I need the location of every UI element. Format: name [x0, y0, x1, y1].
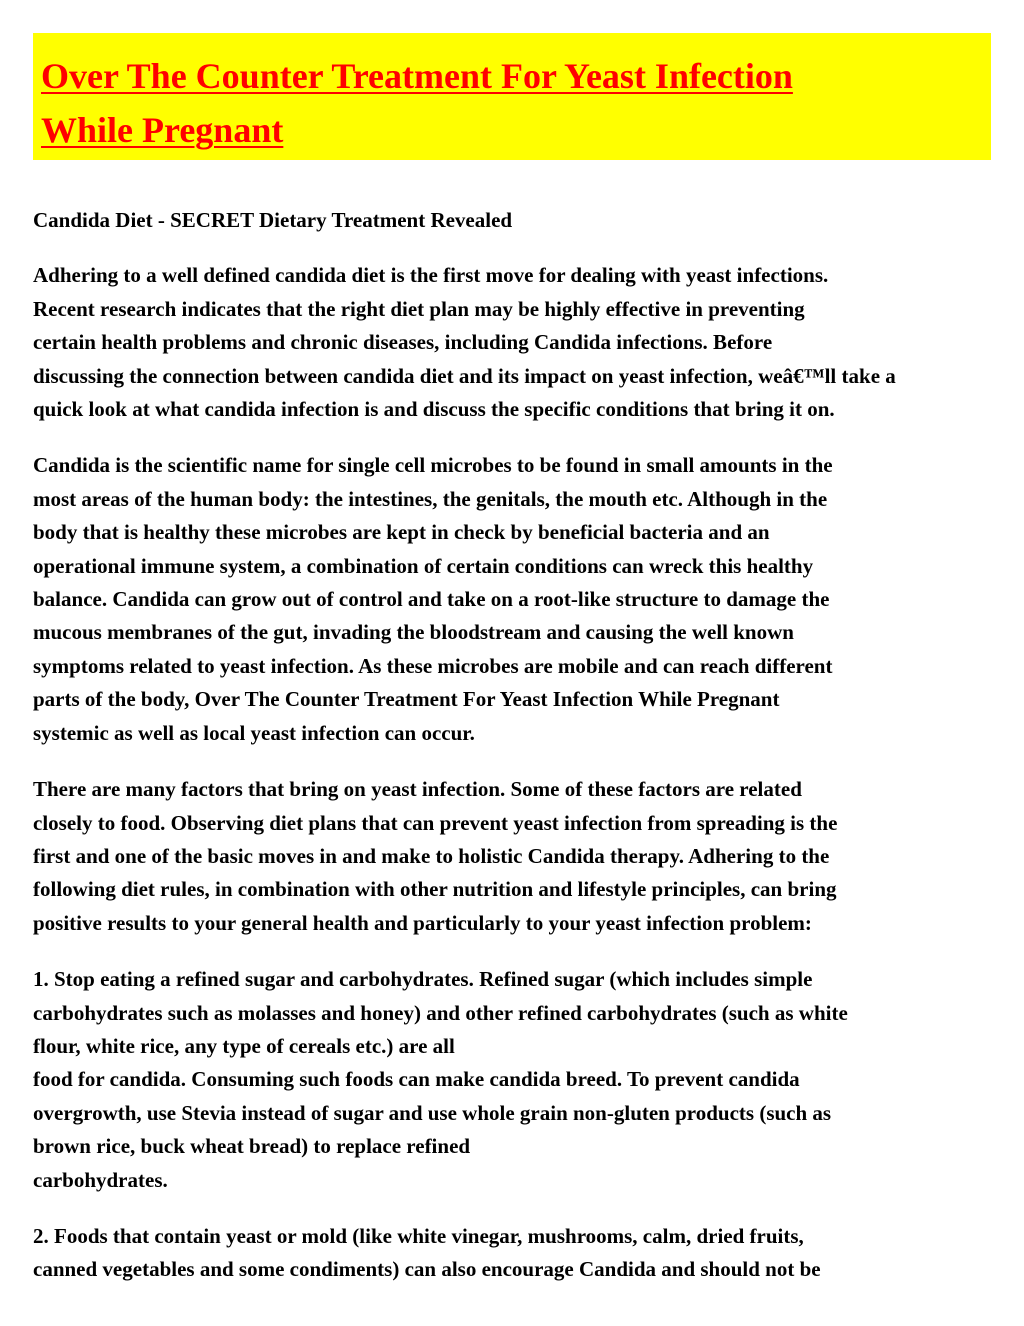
text-line: closely to food. Observing diet plans that can prevent yeast infection from spreading is the: [33, 810, 838, 835]
text-line: parts of the body, Over The Counter Treatment For Yeast Infection While Pregnant: [33, 687, 780, 712]
text-line: first and one of the basic moves in and make to holistic Candida therapy. Adhering to the: [33, 843, 830, 868]
text-line: carbohydrates.: [33, 1167, 168, 1192]
text-line: mucous membranes of the gut, invading the bloodstream and causing the well known: [33, 620, 794, 645]
title-link-line-2[interactable]: While Pregnant: [41, 110, 284, 150]
text-line: brown rice, buck wheat bread) to replace refined: [33, 1134, 471, 1159]
document-body: [33, 204, 1023, 1310]
paragraph-factors: [33, 773, 1023, 940]
text-line: Recent research indicates that the right diet plan may be highly effective in preventing: [33, 296, 805, 321]
paragraph-rule-1: [33, 963, 1023, 1197]
text-line: body that is healthy these microbes are kept in check by beneficial bacteria and an: [33, 520, 770, 545]
paragraph-candida-definition: [33, 449, 1023, 750]
text-line: most areas of the human body: the intestines, the genitals, the mouth etc. Although in the: [33, 486, 828, 511]
text-line: There are many factors that bring on yeast infection. Some of these factors are related: [33, 777, 802, 802]
title-banner: [33, 33, 991, 160]
text-line: Candida is the scientific name for single cell microbes to be found in small amounts in the: [33, 453, 833, 478]
text-line: quick look at what candida infection is and discuss the specific conditions that bring it on.: [33, 397, 835, 422]
text-line: food for candida. Consuming such foods can make candida breed. To prevent candida: [33, 1067, 800, 1092]
text-line: certain health problems and chronic diseases, including Candida infections. Before: [33, 330, 773, 355]
text-line: canned vegetables and some condiments) can also encourage Candida and should not be: [33, 1257, 821, 1282]
paragraph-intro: [33, 259, 1023, 426]
text-line: discussing the connection between candida diet and its impact on yeast infection, weâ€™ll take a: [33, 363, 896, 388]
title-link[interactable]: Over The Counter Treatment For Yeast Infection: [41, 56, 793, 96]
text-line: balance. Candida can grow out of control and take on a root-like structure to damage the: [33, 587, 830, 612]
text-line: flour, white rice, any type of cereals etc.) are all: [33, 1033, 455, 1058]
text-line: symptoms related to yeast infection. As these microbes are mobile and can reach different: [33, 653, 833, 678]
text-line: following diet rules, in combination with other nutrition and lifestyle principles, can bring: [33, 877, 837, 902]
text-line: systemic as well as local yeast infection can occur.: [33, 720, 475, 745]
text-line: 2. Foods that contain yeast or mold (like white vinegar, mushrooms, calm, dried fruits,: [33, 1223, 804, 1248]
text-line: Adhering to a well defined candida diet is the first move for dealing with yeast infections.: [33, 263, 829, 288]
subtitle: Candida Diet - SECRET Dietary Treatment Revealed: [33, 208, 513, 232]
text-line: operational immune system, a combination of certain conditions can wreck this healthy: [33, 553, 814, 578]
text-line: overgrowth, use Stevia instead of sugar and use whole grain non-gluten products (such as: [33, 1100, 832, 1125]
text-line: positive results to your general health and particularly to your yeast infection problem:: [33, 910, 812, 935]
text-line: 1. Stop eating a refined sugar and carbohydrates. Refined sugar (which includes simple: [33, 967, 813, 992]
paragraph-rule-2: [33, 1220, 1023, 1287]
text-line: carbohydrates such as molasses and honey) and other refined carbohydrates (such as white: [33, 1000, 848, 1025]
